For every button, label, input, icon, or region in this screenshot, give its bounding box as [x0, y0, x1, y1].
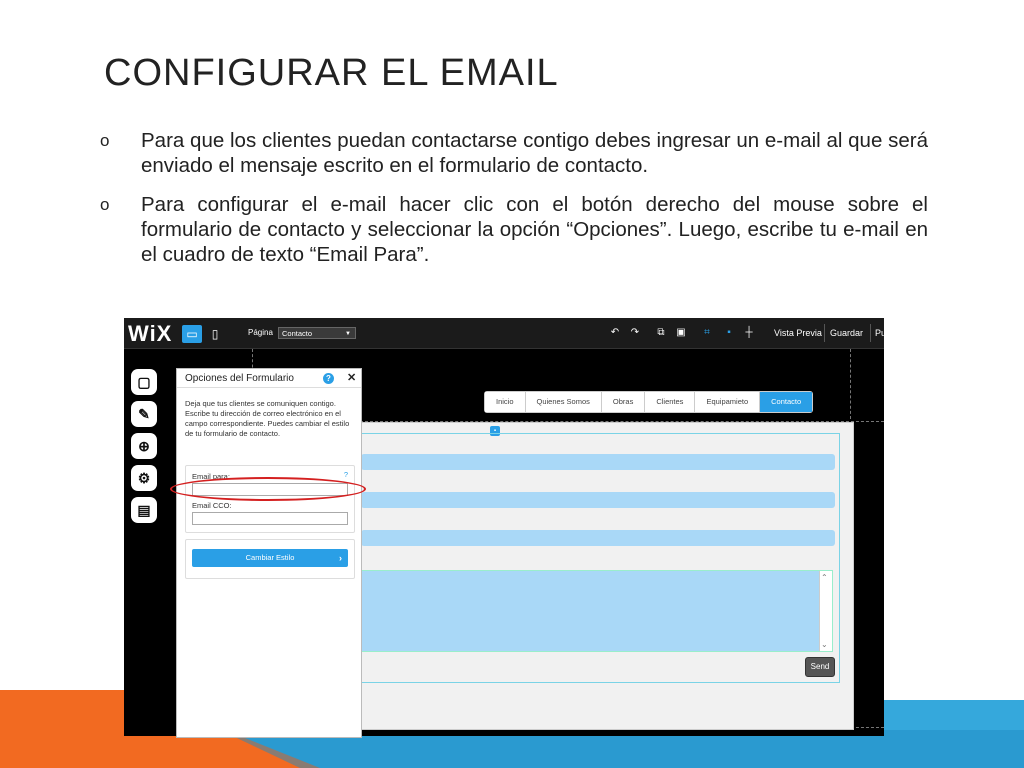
- menu-item[interactable]: Equipamieto: [695, 392, 760, 412]
- menu-item[interactable]: Quienes Somos: [526, 392, 602, 412]
- guide-icon[interactable]: ┼: [745, 327, 753, 338]
- email-field-highlight-ellipse: [170, 477, 366, 501]
- canvas-guide: [850, 349, 851, 419]
- redo-icon[interactable]: ↷: [630, 327, 640, 338]
- toolbar-divider: [824, 324, 825, 342]
- page-label: Página: [248, 328, 273, 337]
- copy-icon[interactable]: ⧉: [657, 327, 665, 338]
- message-field[interactable]: [361, 570, 833, 652]
- page-select-value: Contacto: [282, 329, 313, 338]
- chevron-up-icon: ⌃: [821, 573, 828, 582]
- save-button[interactable]: Guardar: [830, 328, 864, 338]
- mobile-view-icon[interactable]: ▯: [211, 327, 219, 341]
- add-icon[interactable]: ⊕: [131, 433, 157, 459]
- paste-icon[interactable]: ▣: [676, 327, 686, 338]
- bullet-text: Para configurar el e-mail hacer clic con el botón derecho del mouse sobre el formulario de contacto y seleccionar la opción “Opciones”. Luego, escribe tu e-mail en el cuadro de texto “Email Para”.: [141, 193, 928, 266]
- email-cco-label: Email CCO:: [192, 501, 232, 510]
- panel-description: Deja que tus clientes se comuniquen contigo. Escribe tu dirección de correo electrónico en el campo correspondiente. Puedes cambiar el estilo de tu formulario de contacto.: [185, 399, 350, 438]
- grid-icon[interactable]: ⌗: [704, 327, 710, 338]
- publish-button[interactable]: Pu: [875, 328, 887, 338]
- email-to-label: Email para:: [192, 472, 230, 481]
- design-brush-icon[interactable]: ✎: [131, 401, 157, 427]
- pages-icon[interactable]: ▢: [131, 369, 157, 395]
- editor-toolbar: [124, 318, 887, 349]
- undo-icon[interactable]: ↶: [610, 327, 620, 338]
- close-icon[interactable]: ✕: [347, 372, 357, 384]
- style-group: [185, 539, 355, 579]
- help-icon[interactable]: ?: [323, 373, 334, 384]
- name-field[interactable]: [361, 454, 835, 470]
- email-cco-input[interactable]: [192, 512, 348, 525]
- desktop-view-icon[interactable]: ▭: [182, 325, 202, 343]
- chevron-down-icon: ⌄: [821, 640, 828, 649]
- wix-logo: WiX: [128, 321, 173, 346]
- bullet-item: [100, 192, 928, 267]
- panel-title: Opciones del Formulario: [185, 373, 294, 384]
- change-style-label: Cambiar Estilo: [245, 553, 295, 562]
- page-select[interactable]: [278, 327, 356, 339]
- tool-strip: [124, 349, 164, 736]
- panel-header: [177, 369, 361, 388]
- app-market-icon[interactable]: ▤: [131, 497, 157, 523]
- settings-gear-icon[interactable]: ⚙: [131, 465, 157, 491]
- preview-button[interactable]: Vista Previa: [774, 328, 822, 338]
- chevron-right-icon: ›: [339, 553, 342, 563]
- toolbar-divider: [870, 324, 871, 342]
- subject-field[interactable]: [361, 530, 835, 546]
- bullet-text: Para que los clientes puedan contactarse contigo debes ingresar un e-mail al que será enviado el mensaje escrito en el formulario de contacto.: [141, 129, 928, 177]
- slide-title: CONFIGURAR EL EMAIL: [104, 52, 559, 94]
- form-options-panel: [176, 368, 362, 738]
- menu-item[interactable]: Clientes: [645, 392, 695, 412]
- ruler-icon[interactable]: ▪: [727, 327, 731, 338]
- menu-item[interactable]: Inicio: [485, 392, 526, 412]
- scrollbar[interactable]: [819, 571, 832, 651]
- menu-item[interactable]: Obras: [602, 392, 645, 412]
- contact-form[interactable]: [360, 433, 840, 683]
- bullet-marker: o: [100, 195, 110, 214]
- bullet-item: [100, 128, 928, 178]
- site-menu: [484, 391, 813, 413]
- anchor-icon[interactable]: ▪: [490, 426, 500, 436]
- chevron-down-icon: ▼: [345, 331, 351, 337]
- bullet-list: [100, 128, 928, 281]
- email-field[interactable]: [361, 492, 835, 508]
- field-help-icon[interactable]: ?: [343, 470, 348, 479]
- menu-item-active[interactable]: Contacto: [760, 392, 812, 412]
- change-style-button[interactable]: [192, 549, 348, 567]
- wix-editor-screenshot: [124, 318, 887, 736]
- bullet-marker: o: [100, 131, 110, 150]
- send-button[interactable]: Send: [805, 657, 835, 677]
